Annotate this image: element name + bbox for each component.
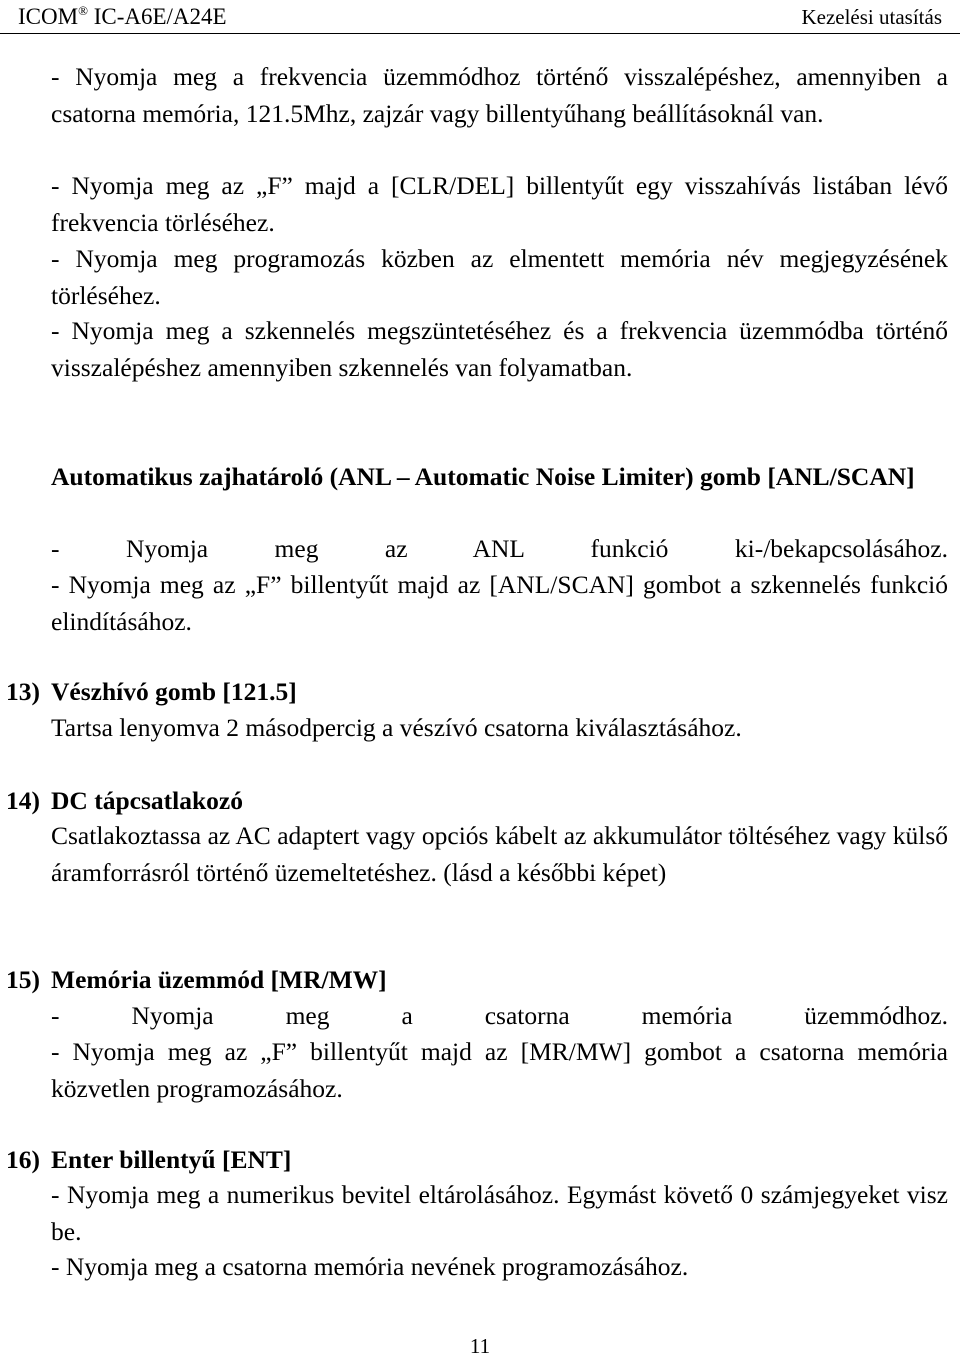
section-16-line-2: - Nyomja meg a csatorna memória nevének programozásához. xyxy=(51,1252,689,1281)
header-brand: ICOM xyxy=(18,4,79,29)
intro-paragraph-2: - Nyomja meg az „F” majd a [CLR/DEL] billentyűt egy visszahívás listában lévő frekvencia törléséhez. xyxy=(51,171,948,237)
section-13-line-1: Tartsa lenyomva 2 másodpercig a vészívó csatorna kiválasztásához. xyxy=(51,713,742,742)
section-15-number: 15) xyxy=(6,965,40,994)
page-header xyxy=(0,0,960,34)
section-14-number: 14) xyxy=(6,786,40,815)
section-15-heading xyxy=(6,962,948,999)
section-12-line-2: - Nyomja meg az „F” billentyűt majd az [ANL/SCAN] gombot a szkennelés funkció elindításához. xyxy=(51,570,948,636)
section-16-title: Enter billentyű [ENT] xyxy=(51,1145,292,1174)
header-model: IC-A6E/A24E xyxy=(93,4,227,29)
section-16-heading xyxy=(6,1142,948,1179)
section-13-heading xyxy=(6,674,948,711)
page-number: 11 xyxy=(469,1334,491,1358)
section-14-title: DC tápcsatlakozó xyxy=(51,786,243,815)
section-12-line-1: - Nyomja meg az ANL funkció ki-/bekapcsolásához. xyxy=(51,534,948,563)
section-12-heading xyxy=(6,459,948,496)
section-14-heading xyxy=(6,783,948,820)
section-13-title: Vészhívó gomb [121.5] xyxy=(51,677,297,706)
intro-paragraph-3: - Nyomja meg programozás közben az elmentett memória név megjegyzésének törléséhez. xyxy=(51,244,948,310)
section-14-line-1: Csatlakoztassa az AC adaptert vagy opciós kábelt az akkumulátor töltéséhez vagy külső áramforrásról történő üzemeltetéshez. (lásd a későbbi képet) xyxy=(51,821,948,887)
header-product xyxy=(18,3,227,31)
registered-mark: ® xyxy=(78,3,88,18)
section-15-line-2: - Nyomja meg az „F” billentyűt majd az [MR/MW] gombot a csatorna memória közvetlen programozásához. xyxy=(51,1037,948,1103)
section-12-title: Automatikus zajhatároló (ANL – Automatic Noise Limiter) gomb [ANL/SCAN] xyxy=(51,462,915,491)
intro-paragraph-1: - Nyomja meg a frekvencia üzemmódhoz történő visszalépéshez, amennyiben a csatorna memória, 121.5Mhz, zajzár vagy billentyűhang beállításoknál van. xyxy=(51,62,948,128)
header-manual-title: Kezelési utasítás xyxy=(801,5,942,29)
section-16-line-1: - Nyomja meg a numerikus bevitel eltárolásához. Egymást követő 0 számjegyeket visz be. xyxy=(51,1180,948,1246)
section-12-number xyxy=(6,459,51,496)
header-divider xyxy=(0,33,960,34)
section-13-number: 13) xyxy=(6,677,40,706)
section-15-line-1: - Nyomja meg a csatorna memória üzemmódhoz. xyxy=(51,1001,948,1030)
section-15-title: Memória üzemmód [MR/MW] xyxy=(51,965,387,994)
intro-paragraph-4: - Nyomja meg a szkennelés megszüntetéséhez és a frekvencia üzemmódba történő visszalépéshez amennyiben szkennelés van folyamatban. xyxy=(51,316,948,382)
section-16-number: 16) xyxy=(6,1145,40,1174)
